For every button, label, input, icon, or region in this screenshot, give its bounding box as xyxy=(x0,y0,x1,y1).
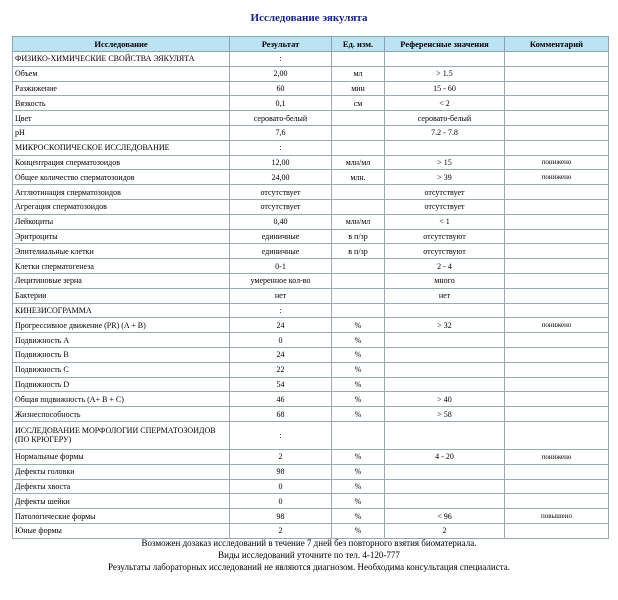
cell-result: 54 xyxy=(230,377,332,392)
cell-reference: 2 xyxy=(385,523,505,538)
cell-comment xyxy=(505,362,609,377)
cell-unit xyxy=(332,52,385,67)
table-row xyxy=(13,333,609,348)
cell-result: 60 xyxy=(230,81,332,96)
table-header-row xyxy=(13,37,609,52)
cell-result: серовато-белый xyxy=(230,111,332,126)
cell-comment xyxy=(505,52,609,67)
cell-result: 2 xyxy=(230,523,332,538)
cell-result: 24,00 xyxy=(230,170,332,185)
cell-test-name: Дефекты шейки xyxy=(13,494,230,509)
cell-reference: отсутствуют xyxy=(385,229,505,244)
cell-reference xyxy=(385,347,505,362)
cell-test-name: pH xyxy=(13,125,230,140)
cell-comment xyxy=(505,421,609,449)
cell-unit xyxy=(332,140,385,155)
cell-test-name: ИССЛЕДОВАНИЕ МОРФОЛОГИИ СПЕРМАТОЗОИДОВ (ПО КРЮГЕРУ) xyxy=(13,421,230,449)
table-row xyxy=(13,66,609,81)
cell-reference xyxy=(385,52,505,67)
cell-unit: в п/зр xyxy=(332,244,385,259)
cell-comment xyxy=(505,214,609,229)
cell-result: 46 xyxy=(230,392,332,407)
cell-unit xyxy=(332,259,385,274)
cell-test-name: Юные формы xyxy=(13,523,230,538)
cell-test-name: Агглютинация сперматозоидов xyxy=(13,185,230,200)
cell-comment xyxy=(505,199,609,214)
cell-reference: 15 - 60 xyxy=(385,81,505,96)
cell-result: 2 xyxy=(230,449,332,464)
cell-unit: млн. xyxy=(332,170,385,185)
cell-reference: < 1 xyxy=(385,214,505,229)
page-title: Исследование эякулята xyxy=(250,12,368,24)
cell-comment xyxy=(505,140,609,155)
cell-test-name: Агрегация сперматозоидов xyxy=(13,199,230,214)
cell-test-name: Объем xyxy=(13,66,230,81)
cell-test-name: Концентрация сперматозоидов xyxy=(13,155,230,170)
cell-result: 98 xyxy=(230,464,332,479)
cell-unit: % xyxy=(332,362,385,377)
cell-reference xyxy=(385,362,505,377)
cell-result: 0 xyxy=(230,333,332,348)
table-row xyxy=(13,52,609,67)
table-row xyxy=(13,214,609,229)
cell-comment xyxy=(505,377,609,392)
cell-test-name: Прогрессивное движение (PR) (A + B) xyxy=(13,318,230,333)
cell-reference: отсутствуют xyxy=(385,244,505,259)
cell-unit: % xyxy=(332,464,385,479)
cell-result: 0 xyxy=(230,479,332,494)
cell-unit xyxy=(332,185,385,200)
cell-result: 68 xyxy=(230,407,332,422)
cell-result: 98 xyxy=(230,509,332,524)
cell-result: : xyxy=(230,140,332,155)
cell-unit: % xyxy=(332,333,385,348)
cell-comment xyxy=(505,494,609,509)
cell-result: отсутствует xyxy=(230,185,332,200)
cell-comment: понижено xyxy=(505,449,609,464)
table-row xyxy=(13,185,609,200)
cell-result: 22 xyxy=(230,362,332,377)
cell-unit xyxy=(332,421,385,449)
cell-reference: < 2 xyxy=(385,96,505,111)
cell-comment xyxy=(505,111,609,126)
cell-reference xyxy=(385,333,505,348)
table-row xyxy=(13,170,609,185)
table-row xyxy=(13,81,609,96)
cell-unit xyxy=(332,111,385,126)
cell-test-name: Эпителиальные клетки xyxy=(13,244,230,259)
table-row xyxy=(13,155,609,170)
table-row xyxy=(13,318,609,333)
table-row xyxy=(13,259,609,274)
cell-comment xyxy=(505,392,609,407)
cell-comment: понижено xyxy=(505,170,609,185)
cell-test-name: Подвижность A xyxy=(13,333,230,348)
cell-reference: > 39 xyxy=(385,170,505,185)
cell-comment xyxy=(505,333,609,348)
cell-comment xyxy=(505,407,609,422)
table-row xyxy=(13,362,609,377)
cell-unit: % xyxy=(332,347,385,362)
cell-reference: много xyxy=(385,273,505,288)
cell-result: 2,00 xyxy=(230,66,332,81)
cell-test-name: Жизнеспособность xyxy=(13,407,230,422)
table-row xyxy=(13,125,609,140)
table-row xyxy=(13,199,609,214)
cell-unit: млн/мл xyxy=(332,155,385,170)
cell-reference: нет xyxy=(385,288,505,303)
table-row xyxy=(13,392,609,407)
cell-unit: мл xyxy=(332,66,385,81)
cell-test-name: Дефекты хвоста xyxy=(13,479,230,494)
cell-test-name: Разжижение xyxy=(13,81,230,96)
cell-reference: < 96 xyxy=(385,509,505,524)
cell-test-name: ФИЗИКО-ХИМИЧЕСКИЕ СВОЙСТВА ЭЯКУЛЯТА xyxy=(13,52,230,67)
cell-result: 0,1 xyxy=(230,96,332,111)
cell-test-name: Лейкоциты xyxy=(13,214,230,229)
cell-comment xyxy=(505,347,609,362)
cell-result: нет xyxy=(230,288,332,303)
cell-reference: отсутствует xyxy=(385,199,505,214)
cell-unit: мин xyxy=(332,81,385,96)
cell-reference: > 15 xyxy=(385,155,505,170)
table-row xyxy=(13,509,609,524)
cell-test-name: МИКРОСКОПИЧЕСКОЕ ИССЛЕДОВАНИЕ xyxy=(13,140,230,155)
cell-reference: серовато-белый xyxy=(385,111,505,126)
column-header-unit: Ед. изм. xyxy=(332,37,385,52)
cell-unit xyxy=(332,125,385,140)
cell-result: : xyxy=(230,52,332,67)
cell-comment xyxy=(505,288,609,303)
cell-test-name: Общее количество сперматозоидов xyxy=(13,170,230,185)
cell-comment xyxy=(505,479,609,494)
cell-reference xyxy=(385,421,505,449)
table-row xyxy=(13,273,609,288)
cell-reference: 4 - 20 xyxy=(385,449,505,464)
cell-test-name: Нормальные формы xyxy=(13,449,230,464)
cell-reference xyxy=(385,140,505,155)
cell-result: отсутствует xyxy=(230,199,332,214)
cell-unit: % xyxy=(332,494,385,509)
cell-comment: понижено xyxy=(505,318,609,333)
footer-note-phone: Виды исследований уточните по тел. 4-120-777 xyxy=(218,550,400,560)
cell-reference xyxy=(385,303,505,318)
cell-unit: млн/мл xyxy=(332,214,385,229)
cell-result: 7,6 xyxy=(230,125,332,140)
cell-unit: % xyxy=(332,523,385,538)
cell-reference xyxy=(385,494,505,509)
cell-comment xyxy=(505,303,609,318)
table-row xyxy=(13,479,609,494)
cell-result: 24 xyxy=(230,347,332,362)
cell-result: : xyxy=(230,303,332,318)
cell-reference: > 32 xyxy=(385,318,505,333)
cell-test-name: Дефекты головки xyxy=(13,464,230,479)
cell-comment xyxy=(505,523,609,538)
cell-unit xyxy=(332,303,385,318)
cell-result: 0,40 xyxy=(230,214,332,229)
footer-note-reorder: Возможен дозаказ исследований в течение 7 дней без повторного взятия биоматериала. xyxy=(141,538,477,548)
cell-result: 24 xyxy=(230,318,332,333)
column-header-result: Результат xyxy=(230,37,332,52)
cell-comment xyxy=(505,185,609,200)
cell-result: единичные xyxy=(230,244,332,259)
cell-test-name: Подвижность D xyxy=(13,377,230,392)
cell-test-name: Клетки сперматогенеза xyxy=(13,259,230,274)
cell-test-name: Бактерии xyxy=(13,288,230,303)
cell-reference: > 1.5 xyxy=(385,66,505,81)
cell-unit: в п/зр xyxy=(332,229,385,244)
cell-test-name: Цвет xyxy=(13,111,230,126)
table-row xyxy=(13,449,609,464)
cell-unit: % xyxy=(332,407,385,422)
cell-test-name: Патологические формы xyxy=(13,509,230,524)
cell-reference: 7.2 - 7.8 xyxy=(385,125,505,140)
cell-unit xyxy=(332,288,385,303)
table-row xyxy=(13,377,609,392)
table-row xyxy=(13,347,609,362)
cell-comment: понижено xyxy=(505,155,609,170)
column-header-test: Исследование xyxy=(13,37,230,52)
cell-result: 12,00 xyxy=(230,155,332,170)
cell-comment xyxy=(505,66,609,81)
cell-reference xyxy=(385,377,505,392)
cell-comment xyxy=(505,464,609,479)
table-row xyxy=(13,407,609,422)
cell-test-name: Вязкость xyxy=(13,96,230,111)
table-row xyxy=(13,523,609,538)
cell-test-name: Подвижность C xyxy=(13,362,230,377)
table-row xyxy=(13,303,609,318)
table-row xyxy=(13,140,609,155)
cell-reference: отсутствует xyxy=(385,185,505,200)
cell-result: единичные xyxy=(230,229,332,244)
table-row xyxy=(13,229,609,244)
cell-unit: % xyxy=(332,449,385,464)
cell-reference: 2 - 4 xyxy=(385,259,505,274)
cell-test-name: КИНЕЗИСОГРАММА xyxy=(13,303,230,318)
cell-unit: % xyxy=(332,509,385,524)
cell-unit: см xyxy=(332,96,385,111)
table-row xyxy=(13,421,609,449)
cell-reference: > 58 xyxy=(385,407,505,422)
table-body xyxy=(13,52,609,539)
cell-comment xyxy=(505,244,609,259)
table-row xyxy=(13,96,609,111)
table-row xyxy=(13,464,609,479)
cell-comment xyxy=(505,81,609,96)
cell-unit xyxy=(332,273,385,288)
cell-test-name: Эритроциты xyxy=(13,229,230,244)
cell-unit: % xyxy=(332,479,385,494)
cell-reference xyxy=(385,479,505,494)
cell-unit: % xyxy=(332,318,385,333)
cell-comment xyxy=(505,96,609,111)
cell-result: 0 xyxy=(230,494,332,509)
column-header-comment: Комментарий xyxy=(505,37,609,52)
footer-note-disclaimer: Результаты лабораторных исследований не являются диагнозом. Необходима консультация специалиста. xyxy=(107,562,511,572)
cell-result: умеренное кол-во xyxy=(230,273,332,288)
table-row xyxy=(13,288,609,303)
cell-comment xyxy=(505,125,609,140)
cell-comment xyxy=(505,259,609,274)
cell-comment xyxy=(505,273,609,288)
table-row xyxy=(13,111,609,126)
cell-test-name: Общая подвижность (A+ B + C) xyxy=(13,392,230,407)
cell-reference: > 40 xyxy=(385,392,505,407)
cell-test-name: Подвижность B xyxy=(13,347,230,362)
cell-unit xyxy=(332,199,385,214)
table-row xyxy=(13,494,609,509)
results-table xyxy=(12,36,609,539)
column-header-reference: Референсные значения xyxy=(385,37,505,52)
cell-reference xyxy=(385,464,505,479)
cell-comment: повышено xyxy=(505,509,609,524)
cell-result: : xyxy=(230,421,332,449)
cell-test-name: Лецитиновые зерна xyxy=(13,273,230,288)
cell-unit: % xyxy=(332,377,385,392)
cell-result: 0-1 xyxy=(230,259,332,274)
cell-unit: % xyxy=(332,392,385,407)
table-row xyxy=(13,244,609,259)
cell-comment xyxy=(505,229,609,244)
